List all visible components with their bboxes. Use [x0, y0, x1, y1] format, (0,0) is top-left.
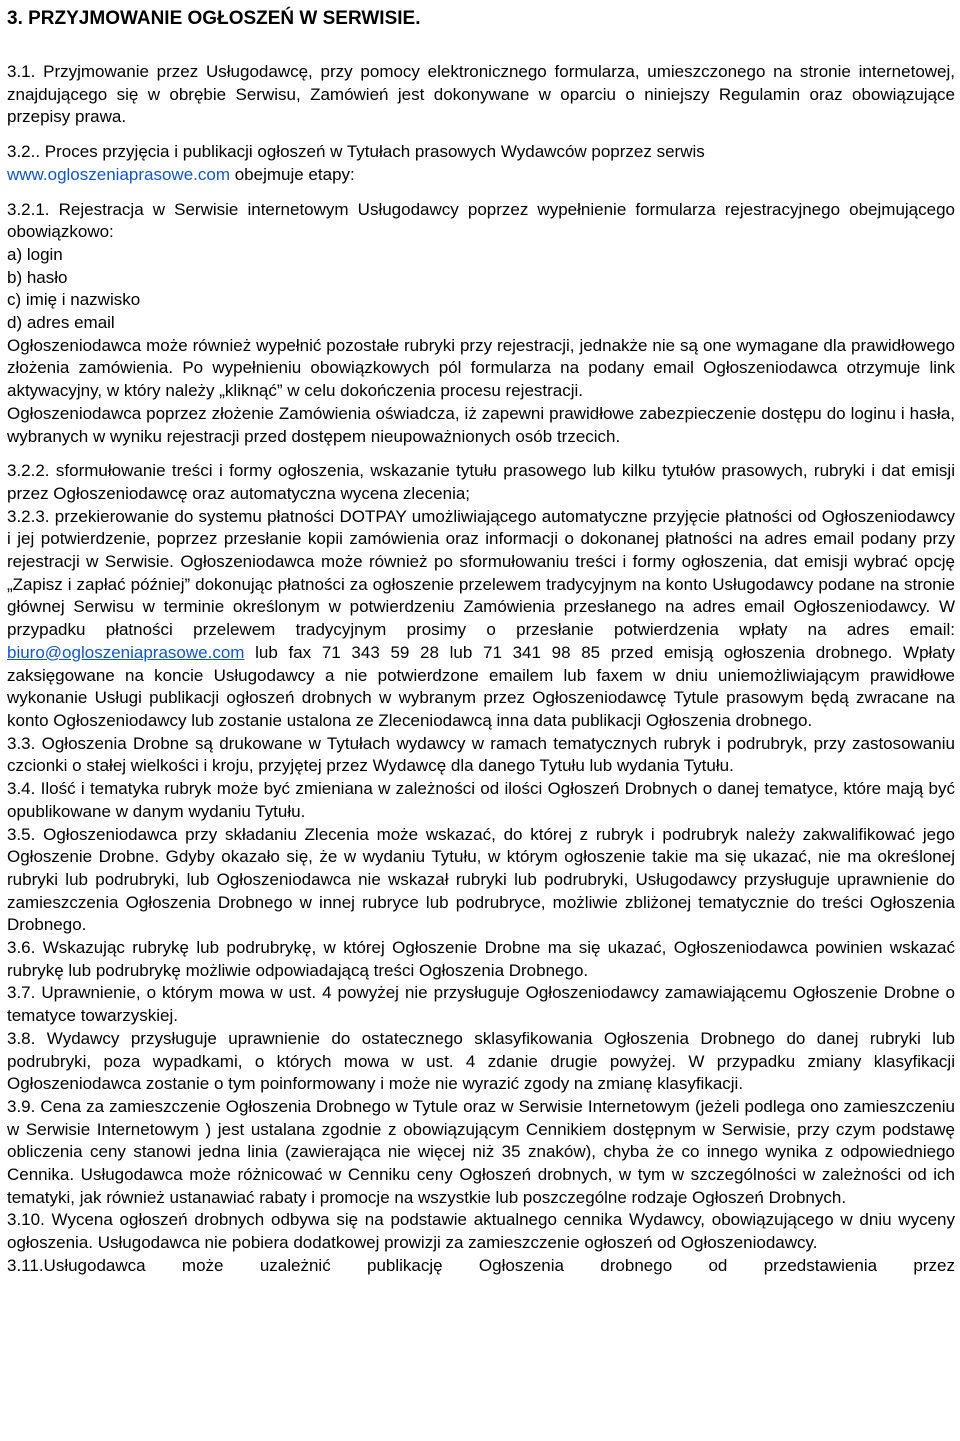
- paragraph-3-2-3: [7, 506, 955, 733]
- list-item-email: d) adres email: [7, 313, 115, 333]
- paragraph-3-2-text: 3.2.. Proces przyjęcia i publikacji ogłoszeń w Tytułach prasowych Wydawców poprzez serwis: [7, 142, 705, 162]
- email-link[interactable]: biuro@ogloszeniaprasowe.com: [7, 642, 245, 662]
- paragraph-3-9: 3.9. Cena za zamieszczenie Ogłoszenia Drobnego w Tytule oraz w Serwisie Internetowym (jeżeli podlega ono zamieszczeniu w Serwisie Internetowym ) jest ustalana zgodnie z obowiązującym Cennikiem dostępnym w Serwisie, przy czym podstawę obliczenia ceny stanowi jedna linia (zawierająca nie więcej niż 35 znaków), chyba że co innego wynika z odpowiedniego Cennika. Usługodawca może różnicować w Cenniku ceny Ogłoszeń drobnych, w tym w szczególności w zależności od ich tematyki, jak również ustanawiać rabaty i promocje na wszystkie lub poszczególne rodzaje Ogłoszeń Drobnych.: [7, 1096, 955, 1207]
- paragraph-3-2-1-optional-fields: Ogłoszeniodawca może również wypełnić pozostałe rubryki przy rejestracji, jednakże nie są one wymagane dla prawidłowego złożenia zamówienia. Po wypełnieniu obowiązkowych pól formularza na podany email Ogłoszeniodawca otrzymuje link aktywacyjny, w który należy „kliknąć” w celu dokończenia procesu rejestracji.: [7, 335, 955, 401]
- paragraph-3-7: 3.7. Uprawnienie, o którym mowa w ust. 4 powyżej nie przysługuje Ogłoszeniodawcy zamawiającemu Ogłoszenie Drobne o tematyce towarzyskiej.: [7, 983, 955, 1026]
- paragraph-3-11: 3.11.Usługodawca może uzależnić publikację Ogłoszenia drobnego od przedstawienia przez: [7, 1255, 955, 1275]
- paragraph-3-2-1-intro: 3.2.1. Rejestracja w Serwisie internetowym Usługodawcy poprzez wypełnienie formularza rejestracyjnego obejmującego obowiązkowo:: [7, 199, 955, 242]
- document-page: [7, 0, 955, 1278]
- section-heading: 3. PRZYJMOWANIE OGŁOSZEŃ W SERWISIE.: [7, 8, 421, 29]
- paragraph-3-2-1: [7, 199, 955, 449]
- paragraph-3-8: 3.8. Wydawcy przysługuje uprawnienie do ostatecznego sklasyfikowania Ogłoszenia Drobnego do danej rubryki lub podrubryki, poza wypadkami, o których mowa w ust. 4 zdanie drugie powyżej. W przypadku zmiany klasyfikacji Ogłoszeniodawca zostanie o tym poinformowany i może nie wyrazić zgody na zmianę klasyfikacji.: [7, 1028, 955, 1094]
- paragraph-3-2-2: 3.2.2. sformułowanie treści i formy ogłoszenia, wskazanie tytułu prasowego lub kilku tytułów prasowych, rubryki i dat emisji przez Ogłoszeniodawcę oraz automatyczna wycena zlecenia;: [7, 461, 955, 503]
- list-item-name: c) imię i nazwisko: [7, 290, 141, 310]
- website-link[interactable]: www.ogloszeniaprasowe.com: [7, 164, 230, 184]
- paragraph-3-10: 3.10. Wycena ogłoszeń drobnych odbywa się na podstawie aktualnego cennika Wydawcy, obowiązującego w dniu wyceny ogłoszenia. Usługodawca nie pobiera dodatkowej prowizji za zamieszczenie ogłoszeń od Ogłoszeniodawcy.: [7, 1210, 955, 1253]
- paragraph-3-3: 3.3. Ogłoszenia Drobne są drukowane w Tytułach wydawcy w ramach tematycznych rubryk i podrubryk, przy zastosowaniu czcionki o stałej wielkości i kroju, przyjętej przez Wydawcę dla danego Tytułu lub wydania Tytułu.: [7, 733, 955, 776]
- paragraph-3-1: 3.1. Przyjmowanie przez Usługodawcę, przy pomocy elektronicznego formularza, umieszczonego na stronie internetowej, znajdującego się w obrębie Serwisu, Zamówień jest dokonywane w oparciu o niniejszy Regulamin oraz obowiązujące przepisy prawa.: [7, 62, 955, 127]
- paragraph-3-6: 3.6. Wskazując rubrykę lub podrubrykę, w której Ogłoszenie Drobne ma się ukazać, Ogłoszeniodawca powinien wskazać rubrykę lub podrubrykę możliwie odpowiadającą treści Ogłoszenia Drobnego.: [7, 938, 955, 980]
- paragraph-3-2-tail: obejmuje etapy:: [230, 164, 355, 184]
- paragraph-3-2-3-tail: lub fax 71 343 59 28 lub 71 341 98 85 przed emisją ogłoszenia drobnego. Wpłaty zaksięgowane na koncie Usługodawcy a nie potwierdzone emailem lub faxem w dniu uniemożliwiającym prawidłowe wykonanie Usługi publikacji ogłoszeń drobnych w wybranym przez Ogłoszeniodawcę Tytule prasowym będą zwracane na konto Ogłoszeniodawcy lub zostanie ustalona ze Zleceniodawcą inna data publikacji Ogłoszenia drobnego.: [7, 642, 955, 730]
- paragraph-3-5: 3.5. Ogłoszeniodawca przy składaniu Zlecenia może wskazać, do której z rubryk i podrubryk należy zakwalifikować jego Ogłoszenie Drobne. Gdyby okazało się, że w wydaniu Tytułu, w którym ogłoszenie takie ma się ukazać, nie ma określonej rubryki lub podrubryki, lub Ogłoszeniodawca nie wskazał rubryki lub podrubryki, Usługodawcy przysługuje uprawnienie do zamieszczenia Ogłoszenia Drobnego w innej rubryce lub podrubryce, możliwie zbliżonej tematycznie do treści Ogłoszenia Drobnego.: [7, 824, 955, 935]
- list-item-password: b) hasło: [7, 267, 68, 287]
- paragraph-3-2: [7, 141, 955, 186]
- list-item-login: a) login: [7, 244, 63, 264]
- paragraph-3-4: 3.4. Ilość i tematyka rubryk może być zmieniana w zależności od ilości Ogłoszeń Drobnych o danej tematyce, które mają być opublikowane w danym wydaniu Tytułu.: [7, 779, 955, 821]
- paragraph-3-2-3-text: 3.2.3. przekierowanie do systemu płatności DOTPAY umożliwiającego automatyczne przyjęcie płatności od Ogłoszeniodawcy i jej potwierdzenie, poprzez przesłanie kopii zamówienia oraz informacji o dokonanej płatności na adres email podany przy rejestracji w Serwisie. Ogłoszeniodawca może również po sformułowaniu treści i formy ogłoszenia, dat emisji wybrać opcję „Zapisz i zapłać później” dokonując płatności za ogłoszenie przelewem tradycyjnym na konto Usługodawcy podane na stronie głównej Serwisu w terminie określonym w potwierdzeniu Zamówienia przesłanego na adres email Ogłoszeniodawcy. W przypadku płatności przelewem tradycyjnym prosimy o przesłanie potwierdzenia wpłaty na adres email:: [7, 506, 955, 640]
- paragraph-3-2-1-security: Ogłoszeniodawca poprzez złożenie Zamówienia oświadcza, iż zapewni prawidłowe zabezpieczenie dostępu do loginu i hasła, wybranych w wyniku rejestracji przed dostępem nieupoważnionych osób trzecich.: [7, 403, 955, 446]
